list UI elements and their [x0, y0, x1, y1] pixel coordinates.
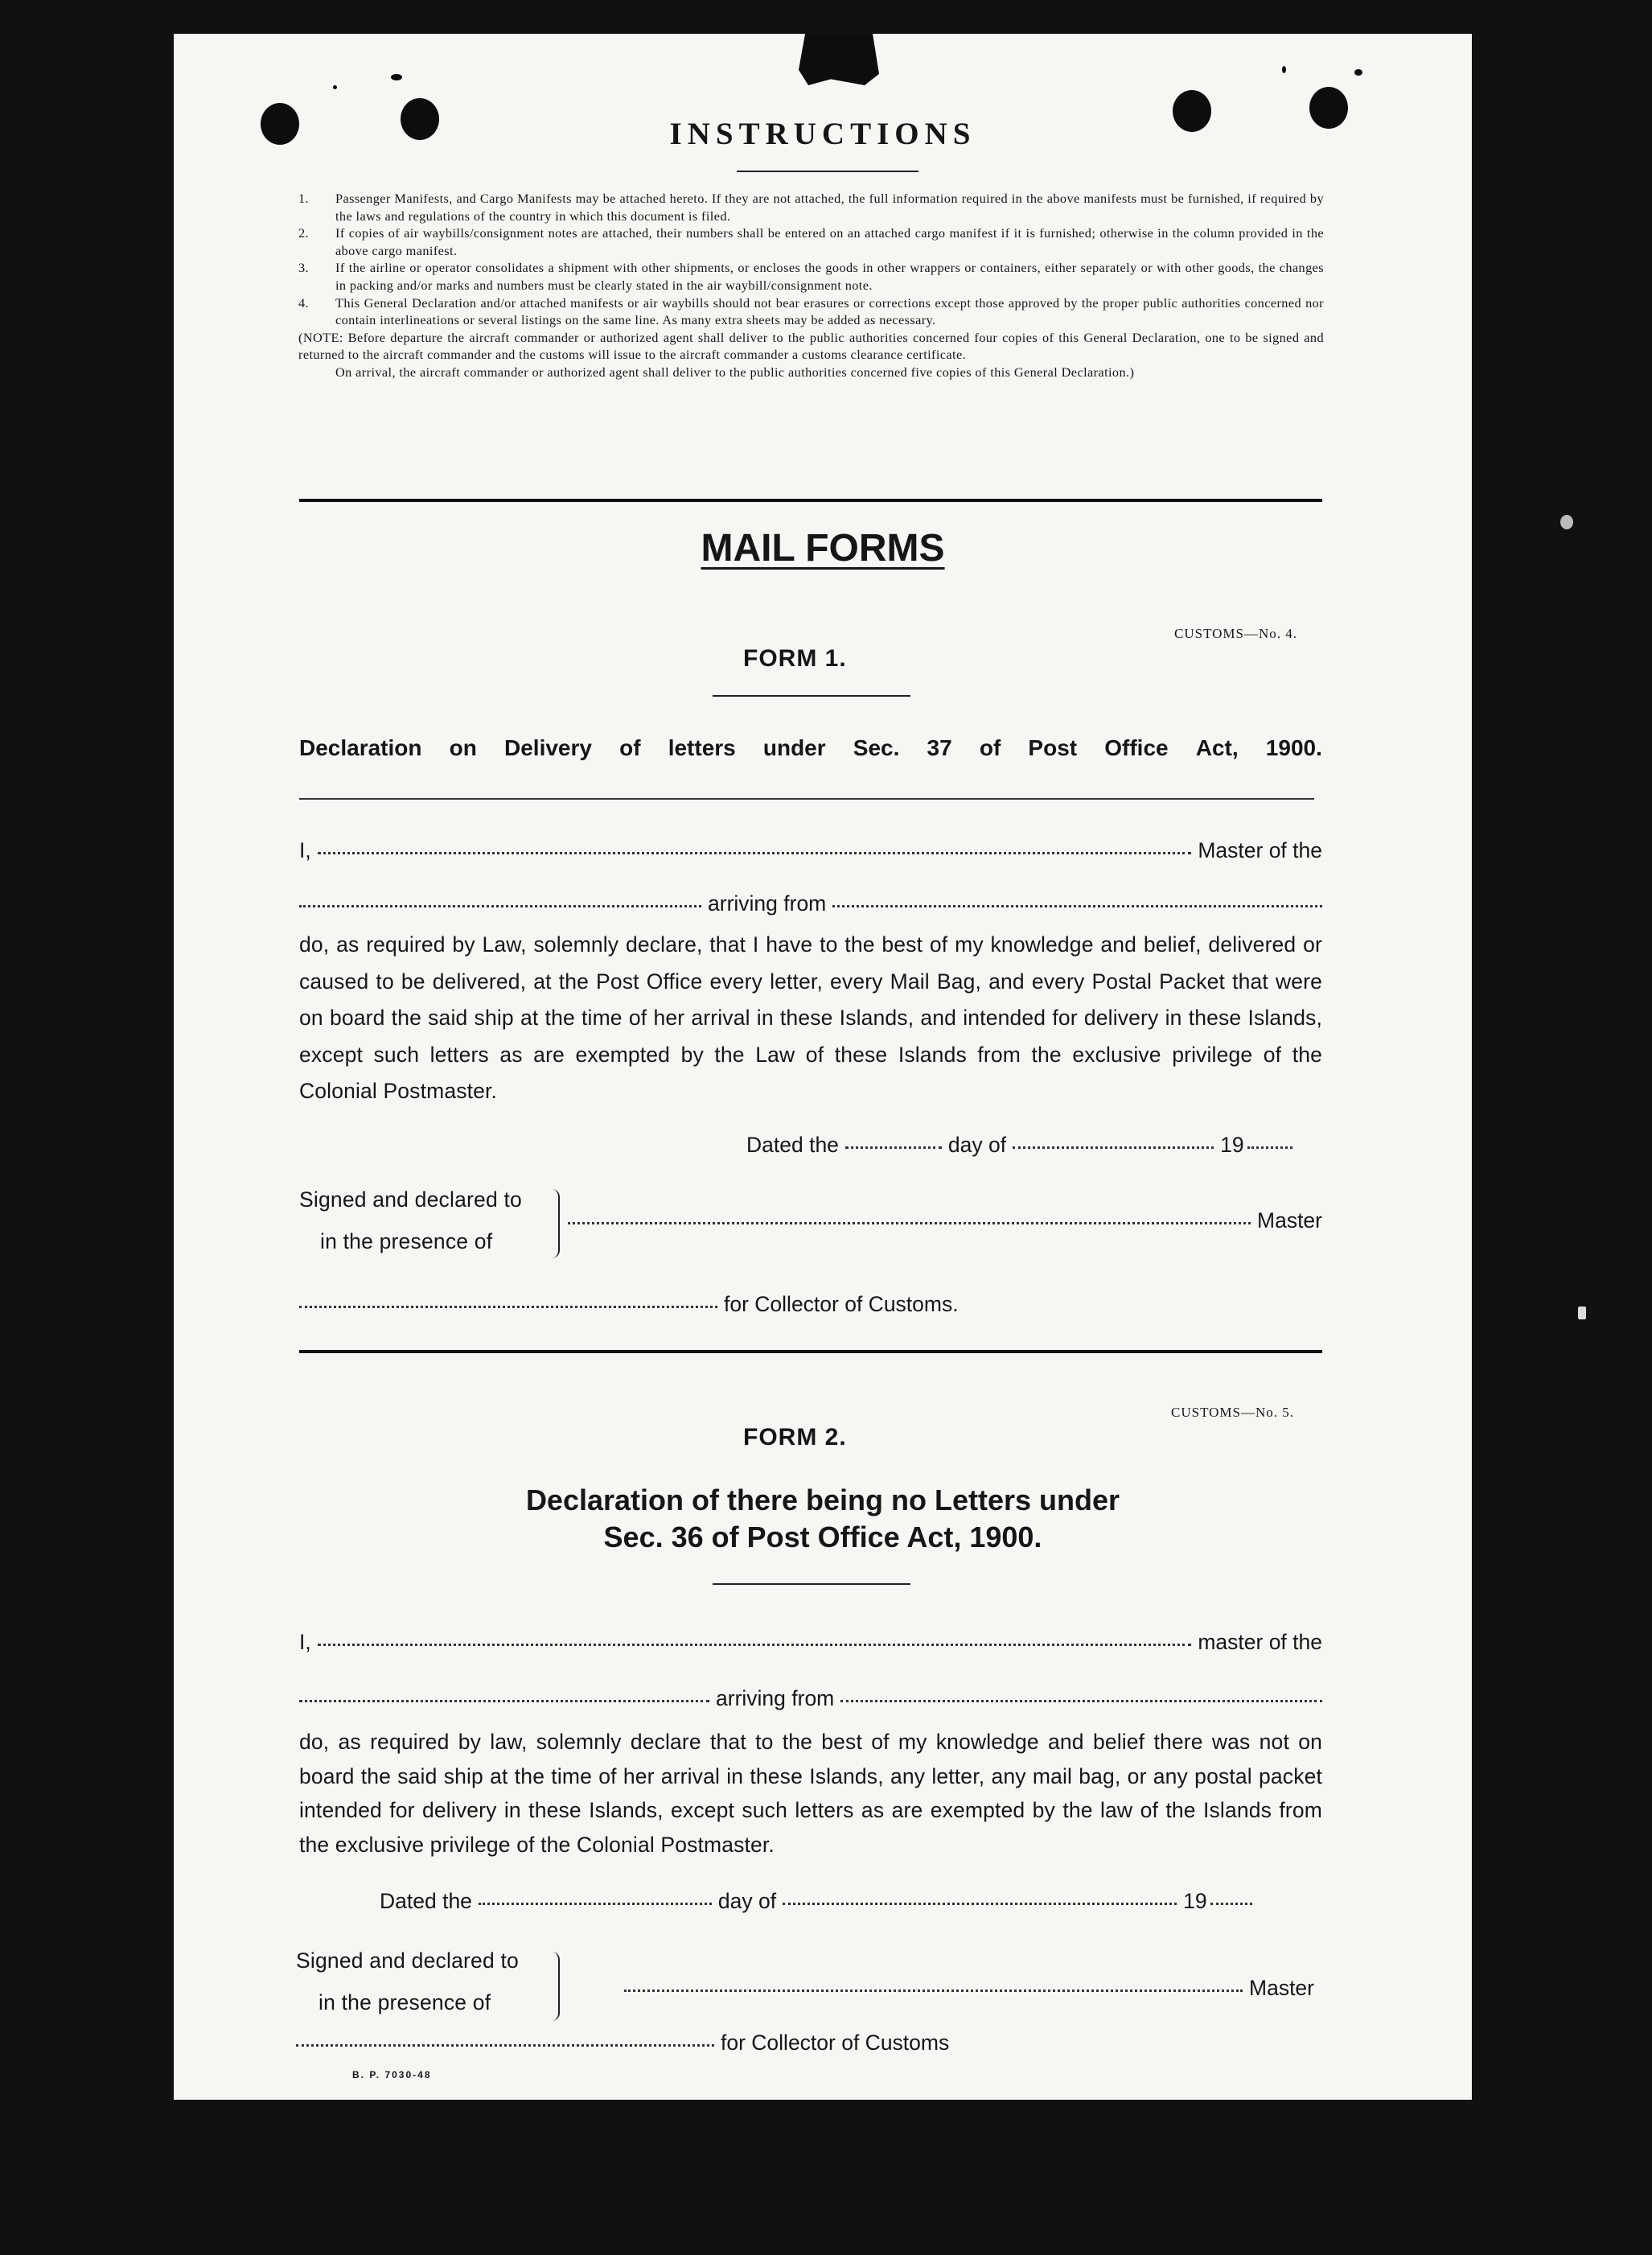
instruction-text: If the airline or operator consolidates a shipment with other shipments, or encloses the goods in other wrappers or containers, either separately or with other goods, the changes in packing and/or marks and numbers must be clearly stated in the air waybill/consignment note. — [335, 260, 1324, 293]
dated-the-label: Dated the — [380, 1889, 472, 1913]
form2-customs-number: CUSTOMS—No. 5. — [1171, 1405, 1295, 1420]
declaration-word: Declaration — [299, 735, 422, 760]
month-field[interactable] — [1013, 1146, 1214, 1149]
form-divider — [299, 1350, 1322, 1353]
instruction-item — [298, 259, 1324, 294]
document-page — [174, 34, 1472, 2100]
declaration-word: letters — [668, 735, 736, 760]
mail-forms-title: MAIL FORMS — [701, 527, 945, 570]
month-field[interactable] — [783, 1903, 1177, 1905]
declaration-word: Sec. — [853, 735, 900, 760]
declaration-word: Delivery — [504, 735, 592, 760]
master-signature-field[interactable] — [568, 1222, 1251, 1224]
scan-speck — [1560, 515, 1573, 529]
brace — [552, 1952, 560, 2021]
ink-speck — [391, 74, 402, 80]
instruction-text: If copies of air waybills/consignment notes are attached, their numbers shall be entered on an attached cargo manifest if it is furnished; otherwise in the column provided in the above cargo manifest. — [335, 225, 1324, 258]
form1-master-row — [299, 838, 1322, 863]
signed-declared-label: Signed and declared to — [299, 1187, 522, 1212]
ink-speck — [333, 85, 337, 89]
arriving-from-label: arriving from — [716, 1686, 835, 1710]
master-name-field[interactable] — [318, 852, 1192, 854]
presence-of-label: in the presence of — [320, 1229, 493, 1253]
declaration-word: Act, — [1195, 735, 1239, 760]
brace — [552, 1189, 560, 1258]
declaration-word: of — [619, 735, 641, 760]
day-of-label: day of — [947, 1133, 1007, 1157]
ink-speck — [1282, 66, 1286, 73]
instruction-number: 2. — [298, 225, 310, 241]
year-field[interactable] — [1210, 1903, 1252, 1905]
ship-name-field[interactable] — [299, 905, 701, 907]
dated-the-label: Dated the — [746, 1133, 839, 1157]
master-of-label: Master of the — [1198, 838, 1322, 862]
form2-arriving-row — [299, 1686, 1322, 1711]
form1-body: do, as required by Law, solemnly declare, that I have to the best of my knowledge and belief, delivered or caused to be delivered, at the Post Office every letter, every Mail Bag, and every Postal Packet that were on board the said ship at the time of her arrival in these Islands, and intended for delivery in these Islands, except such letters as are exempted by the Law of these Islands from the exclusive privilege of the Colonial Postmaster. — [299, 932, 1322, 1103]
torn-corner — [799, 34, 879, 85]
form1-arriving-row — [299, 891, 1322, 916]
note-arrival: On arrival, the aircraft commander or authorized agent shall deliver to the public authorities concerned five copies of this General Declaration.) — [335, 364, 1135, 380]
instruction-note — [298, 329, 1324, 381]
form2-master-row — [299, 1630, 1322, 1655]
form2-declaration-line2: Sec. 36 of Post Office Act, 1900. — [603, 1520, 1042, 1553]
instruction-item — [298, 224, 1324, 259]
instructions-list — [298, 190, 1324, 381]
year-prefix-label: 19 — [1183, 1889, 1207, 1913]
master-label: Master — [1257, 1208, 1322, 1232]
for-collector-label: for Collector of Customs — [721, 2031, 950, 2055]
section-divider — [299, 499, 1322, 502]
master-name-field[interactable] — [318, 1644, 1192, 1646]
ink-speck — [1354, 69, 1362, 76]
instruction-number: 3. — [298, 260, 310, 276]
form1-collector-row — [299, 1292, 1023, 1317]
declaration-word: 37 — [927, 735, 952, 760]
origin-port-field[interactable] — [840, 1700, 1322, 1702]
instruction-item — [298, 190, 1324, 224]
form1-label: FORM 1. — [743, 645, 847, 672]
master-label: Master — [1249, 1976, 1314, 2000]
declaration-word: Post — [1028, 735, 1078, 760]
declaration-word: on — [449, 735, 477, 760]
day-field[interactable] — [845, 1146, 942, 1149]
instruction-item — [298, 294, 1324, 329]
presence-of-label: in the presence of — [318, 1990, 491, 2014]
scan-speck — [1578, 1307, 1586, 1319]
signed-declared-label: Signed and declared to — [296, 1948, 519, 1973]
instructions-title: INSTRUCTIONS — [669, 117, 976, 151]
declaration-word: Office — [1104, 735, 1169, 760]
for-collector-label: for Collector of Customs. — [724, 1292, 959, 1316]
form1-rule — [713, 695, 910, 697]
form2-label: FORM 2. — [743, 1424, 847, 1451]
form1-master-signature-row — [568, 1208, 1322, 1233]
print-code: B. P. 7030-48 — [352, 2069, 432, 2080]
collector-signature-field[interactable] — [296, 2044, 714, 2047]
collector-signature-field[interactable] — [299, 1306, 717, 1308]
note-departure: (NOTE: Before departure the aircraft commander or authorized agent shall deliver to the public authorities concerned four copies of this General Declaration, one to be signed and returned to the aircraft commander and the customs will issue to the aircraft commander a customs clearance certificate. — [298, 329, 1324, 363]
form2-body: do, as required by law, solemnly declare that to the best of my knowledge and belief there was not on board the said ship at the time of her arrival in these Islands, any letter, any mail bag, or any postal packet intended for delivery in these Islands, except such letters as are exempted by the law of the Islands from the exclusive privilege of the Colonial Postmaster. — [299, 1730, 1322, 1857]
year-prefix-label: 19 — [1220, 1133, 1244, 1157]
form2-rule — [713, 1583, 910, 1585]
form1-declaration-title — [299, 735, 1322, 761]
form2-declaration-line1: Declaration of there being no Letters under — [525, 1483, 1120, 1516]
declaration-word: of — [979, 735, 1001, 760]
title-rule — [737, 171, 918, 172]
master-of-label: master of the — [1198, 1630, 1322, 1654]
year-field[interactable] — [1247, 1146, 1292, 1149]
i-label: I, — [299, 1630, 311, 1654]
arriving-from-label: arriving from — [708, 891, 827, 916]
instruction-text: This General Declaration and/or attached manifests or air waybills should not bear erasures or corrections except those approved by the proper public authorities concerned nor contain interlineations or several listings on the same line. As many extra sheets may be added as necessary. — [335, 294, 1324, 328]
master-signature-field[interactable] — [624, 1990, 1243, 1992]
instruction-text: Passenger Manifests, and Cargo Manifests may be attached hereto. If they are not attached, the full information required in the above manifests must be furnished, if required by the laws and regulations of the country in which this document is filed. — [335, 191, 1324, 224]
ship-name-field[interactable] — [299, 1700, 709, 1702]
day-field[interactable] — [479, 1903, 712, 1905]
day-of-label: day of — [717, 1889, 777, 1913]
declaration-word: 1900. — [1265, 735, 1322, 760]
form1-dated-row — [746, 1133, 1322, 1158]
form2-dated-row — [380, 1889, 1322, 1914]
form1-title-rule — [299, 798, 1314, 800]
i-label: I, — [299, 838, 311, 862]
declaration-word: under — [762, 735, 826, 760]
form2-collector-row — [296, 2031, 1100, 2055]
origin-port-field[interactable] — [832, 905, 1322, 907]
instruction-number: 4. — [298, 294, 310, 311]
form2-master-signature-row — [624, 1976, 1314, 2001]
instruction-number: 1. — [298, 191, 310, 206]
form1-customs-number: CUSTOMS—No. 4. — [1174, 626, 1298, 641]
